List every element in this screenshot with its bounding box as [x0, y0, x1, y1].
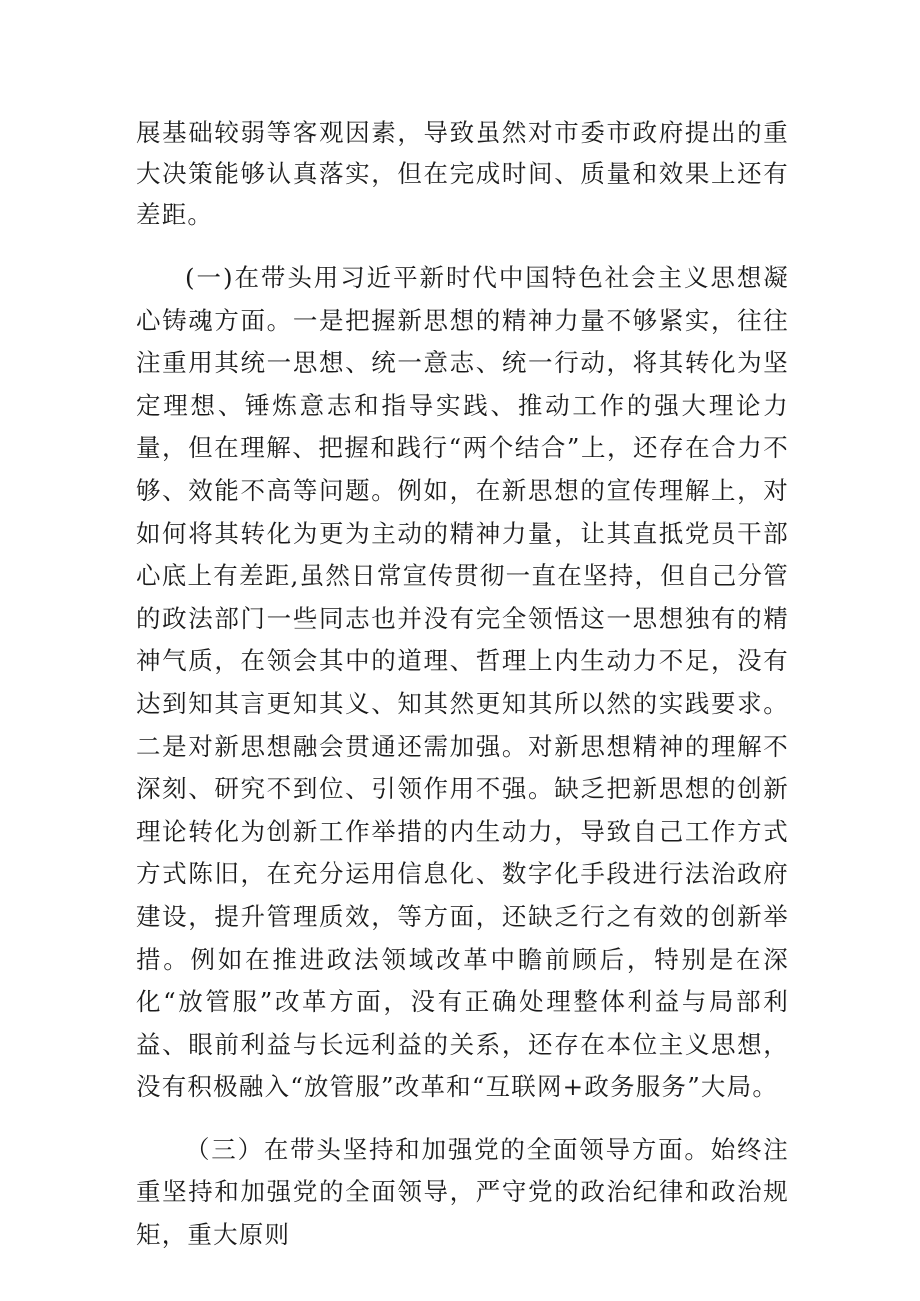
paragraph-section-3: （三）在带头坚持和加强党的全面领导方面。始终注重坚持和加强党的全面领导，严守党的政治纪律和政治规矩，重大原则 — [136, 1134, 789, 1250]
paragraph-continued: 展基础较弱等客观因素，导致虽然对市委市政府提出的重大决策能够认真落实，但在完成时间、质量和效果上还有差距。 — [136, 118, 789, 229]
document-body — [136, 112, 789, 1277]
paragraph-section-1: (一)在带头用习近平新时代中国特色社会主义思想凝心铸魂方面。一是把握新思想的精神力量不够紧实，往往注重用其统一思想、统一意志、统一行动，将其转化为坚定理想、锤炼意志和指导实践、推动工作的强大理论力量，但在理解、把握和践行“两个结合”上，还存在合力不够、效能不高等问题。例如，在新思想的宣传理解上，对如何将其转化为更为主动的精神力量，让其直抵党员干部心底上有差距,虽然日常宣传贯彻一直在坚持，但自己分管的政法部门一些同志也并没有完全领悟这一思想独有的精神气质，在领会其中的道理、哲理上内生动力不足，没有达到知其言更知其义、知其然更知其所以然的实践要求。二是对新思想融会贯通还需加强。对新思想精神的理解不深刻、研究不到位、引领作用不强。缺乏把新思想的创新理论转化为创新工作举措的内生动力，导致自己工作方式方式陈旧，在充分运用信息化、数字化手段进行法治政府建设，提升管理质效，等方面，还缺乏行之有效的创新举措。例如在推进政法领域改革中瞻前顾后，特别是在深化“放管服”改革方面，没有正确处理整体利益与局部利益、眼前利益与长远利益的关系，还存在本位主义思想，没有积极融入“放管服”改革和“互联网+政务服务”大局。 — [136, 263, 789, 1102]
